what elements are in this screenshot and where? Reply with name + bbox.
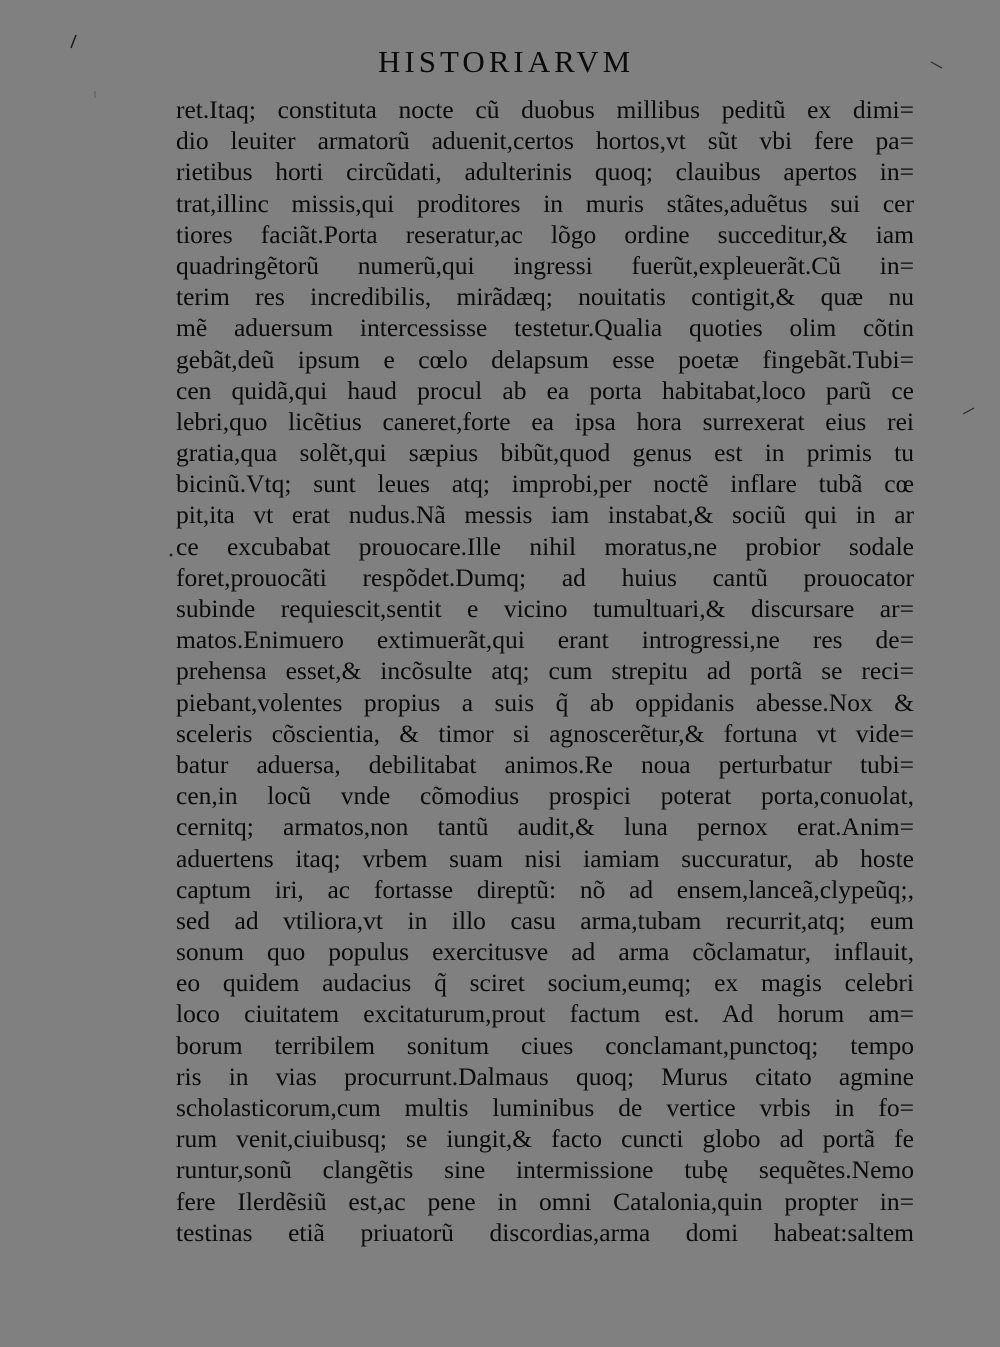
text-line: scholasticorum,cum multis luminibus de vertice vrbis in fo= [176, 1093, 914, 1122]
text-line: tiores faciãt.Porta reseratur,ac lõgo ordine succeditur,& iam [176, 219, 914, 249]
text-line: bicinũ.Vtq; sunt leues atq; improbi,per noctẽ inflare tubã cœ [176, 469, 914, 499]
text-line: pit,ita vt erat nudus.Nã messis iam instabat,& sociũ qui in ar [176, 500, 914, 530]
text-line: dio leuiter armatorũ aduenit,certos hortos,vt sũt vbi fere pa= [176, 126, 914, 156]
text-line: gratia,qua solẽt,qui sæpius bibũt,quod genus est in primis tu [176, 438, 914, 468]
text-line: foret,prouocãti respõdet.Dumq; ad huius cantũ prouocator [176, 562, 914, 592]
text-line: rietibus horti circũdati, adulterinis quoq; clauibus apertos in= [176, 157, 914, 187]
text-line: lebri,quo licẽtius caneret,forte ea ipsa hora surrexerat eius rei [176, 406, 914, 436]
text-line: sed ad vtiliora,vt in illo casu arma,tubam recurrit,atq; eum [176, 905, 914, 935]
text-line: rum venit,ciuibusq; se iungit,& facto cuncti globo ad portã fe [176, 1124, 914, 1154]
text-line: prehensa esset,& incõsulte atq; cum strepitu ad portã se reci= [176, 656, 914, 686]
text-line: cen quidã,qui haud procul ab ea porta habitabat,loco parũ ce [176, 375, 914, 405]
text-line: loco ciuitatem excitaturum,prout factum est. Ad horum am= [176, 999, 914, 1029]
text-line: runtur,sonũ clangẽtis sine intermissione tubę sequẽtes.Nemo [176, 1155, 914, 1185]
scan-speck [68, 34, 78, 50]
text-line: terim res incredibilis, mirãdæq; nouitatis contigit,& quæ nu [176, 282, 914, 312]
scan-speck [930, 60, 944, 70]
text-line: sonum quo populus exercitusve ad arma cõclamatur, inflauit, [176, 937, 914, 967]
text-line: mẽ aduersum intercessisse testetur.Qualia quoties olim cõtin [176, 313, 914, 343]
text-line: ret.Itaq; constituta nocte cũ duobus millibus peditũ ex dimi= [176, 95, 914, 124]
text-line: aduertens itaq; vrbem suam nisi iamiam succuratur, ab hoste [176, 843, 914, 873]
scan-speck [168, 552, 174, 558]
body-text [176, 94, 914, 1248]
text-line: captum iri, ac fortasse direptũ: nõ ad ensem,lanceã,clypeũq;, [176, 874, 914, 904]
text-line: batur aduersa, debilitabat animos.Re noua perturbatur tubi= [176, 749, 914, 779]
running-head: HISTORIARVM [378, 44, 635, 79]
scan-speck [92, 90, 98, 100]
text-line: piebant,volentes propius a suis q̃ ab oppidanis abesse.Nox & [176, 687, 914, 717]
text-line: testinas etiã priuatorũ discordias,arma domi habeat:saltem [176, 1217, 914, 1247]
text-line: cernitq; armatos,non tantũ audit,& luna pernox erat.Anim= [176, 812, 914, 842]
text-line: sceleris cõscientia, & timor si agnoscerẽtur,& fortuna vt vide= [176, 718, 914, 748]
text-line: matos.Enimuero extimuerãt,qui erant introgressi,ne res de= [176, 625, 914, 655]
text-line: borum terribilem sonitum ciues conclamant,punctoq; tempo [176, 1030, 914, 1060]
text-line: eo quidem audacius q̃ sciret socium,eumq; ex magis celebri [176, 968, 914, 998]
text-line: subinde requiescit,sentit e vicino tumultuari,& discursare ar= [176, 594, 914, 623]
text-line: ce excubabat prouocare.Ille nihil moratus,ne probior sodale [176, 531, 914, 561]
text-line: trat,illinc missis,qui proditores in muris stãtes,aduẽtus sui cer [176, 188, 914, 218]
text-line: ris in vias procurrunt.Dalmaus quoq; Murus citato agmine [176, 1061, 914, 1091]
text-line: quadringẽtorũ numerũ,qui ingressi fuerũt,expleuerãt.Cũ in= [176, 250, 914, 280]
text-line: fere Ilerdẽsiũ est,ac pene in omni Catalonia,quin propter in= [176, 1186, 914, 1216]
scan-speck [962, 406, 976, 416]
text-line: gebãt,deũ ipsum e cœlo delapsum esse poetæ fingebãt.Tubi= [176, 344, 914, 374]
text-line: cen,in locũ vnde cõmodius prospici poterat porta,conuolat, [176, 781, 914, 811]
